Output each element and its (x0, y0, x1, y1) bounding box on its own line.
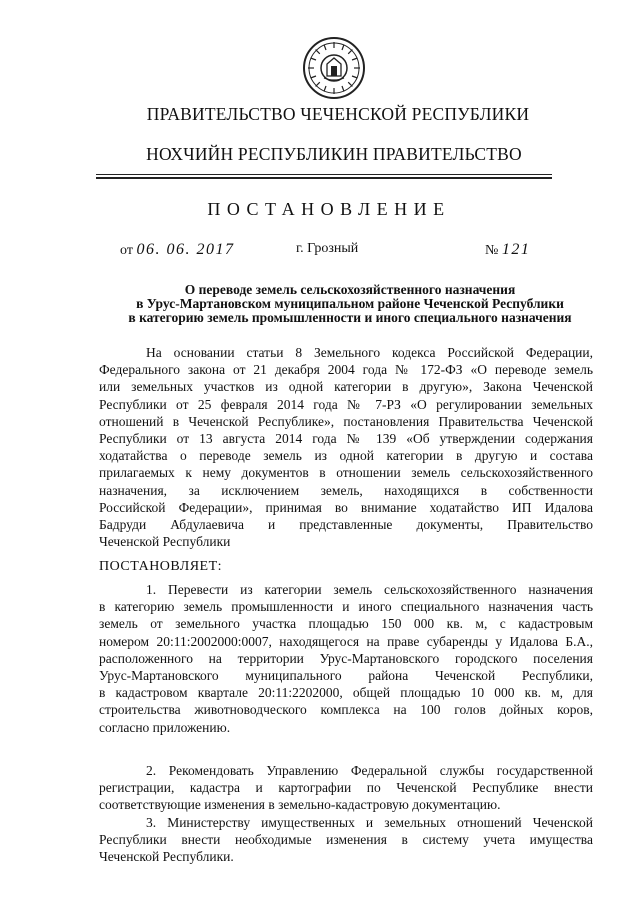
heading-line: О переводе земель сельскохозяйственного назначения (184, 282, 516, 297)
paragraph-line: назначения, за исключением земель, находящихся в собственности (99, 482, 593, 498)
decree-heading (90, 283, 610, 325)
paragraph-line: прилагаемых к нему документов в отношении земель сельскохозяйственного (99, 465, 593, 481)
decides-label: ПОСТАНОВЛЯЕТ: (99, 559, 223, 574)
paragraph-line: Чеченской Республики (99, 534, 231, 550)
item-line: 1. Перевести из категории земель сельскохозяйственного назначения (146, 582, 593, 597)
government-title-chechen: НОХЧИЙН РЕСПУБЛИКИН ПРАВИТЕЛЬСТВО (146, 144, 522, 164)
header-divider-thick (96, 177, 552, 179)
item-line: 3. Министерству имущественных и земельных отношений Чеченской (146, 815, 593, 830)
item-line: номером 20:11:2002000:0007, находящегося на праве субаренды у Идалова Б.А., (99, 633, 593, 649)
date-prefix: от (120, 243, 133, 258)
decree-number (485, 241, 530, 259)
item-line: Чеченской Республики. (99, 849, 234, 865)
number-handwritten: 121 (501, 241, 531, 258)
item-line: 2. Рекомендовать Управлению Федеральной службы государственной (146, 763, 593, 778)
item-line: строительства животноводческого комплекса на 100 голов дойных коров, (99, 702, 593, 718)
item-line: соответствующие изменения в земельно-кадастровую документацию. (99, 797, 501, 813)
item-line: Республики внести необходимые изменения в систему учета имущества (99, 832, 593, 848)
paragraph-line: ходатайства о переводе земель из одной категории в другую и состава (99, 448, 593, 464)
decree-city: г. Грозный (296, 241, 359, 256)
paragraph-line: На основании статьи 8 Земельного кодекса Российской Федерации, (146, 345, 593, 360)
date-handwritten: 06. 06. 2017 (136, 241, 235, 258)
paragraph-line: Бадруди Абдулаевича и представленные документы, Правительство (99, 517, 593, 533)
paragraph-line: или земельных участков из одной категории в другую», Закона Чеченской (99, 379, 593, 395)
paragraph-line: Республики от 25 февраля 2014 года № 7-РЗ «О регулировании земельных (99, 396, 593, 412)
paragraph-line: Российской Федерации», принимая во внимание ходатайство ИП Идалова (99, 499, 593, 515)
decree-item-1 (99, 581, 593, 736)
item-line: в категорию земель промышленности и иного специального назначения часть (99, 599, 593, 615)
header-divider (96, 174, 552, 175)
paragraph-line: Федерального закона от 21 декабря 2004 года № 172-ФЗ «О переводе земель (99, 362, 593, 378)
coat-of-arms-icon (302, 36, 366, 100)
number-prefix: № (485, 243, 499, 258)
item-line: согласно приложению. (99, 719, 231, 735)
item-line: регистрации, кадастра и картографии по Чеченской Республике внести (99, 780, 593, 796)
decree-item-2 (99, 762, 593, 814)
item-line: в кадастровом квартале 20:11:2202000, общей площадью 10 000 кв. м, для (99, 685, 593, 701)
emblem (302, 36, 366, 100)
paragraph-line: отношений в Чеченской Республике», постановления Правительства Чеченской (99, 413, 593, 429)
item-line: Урус-Мартановского муниципального района Чеченской Республики, (99, 668, 593, 684)
paragraph-line: Республики от 13 августа 2014 года № 139 «Об утверждении содержания (99, 431, 593, 447)
document-type-title: ПОСТАНОВЛЕНИЕ (207, 199, 451, 219)
heading-line: в категорию земель промышленности и иного специального назначения (128, 310, 572, 325)
government-title: ПРАВИТЕЛЬСТВО ЧЕЧЕНСКОЙ РЕСПУБЛИКИ (146, 104, 530, 124)
decree-date (120, 241, 234, 259)
heading-line: в Урус-Мартановском муниципальном районе Чеченской Республики (136, 296, 564, 311)
preamble-paragraph (99, 344, 593, 550)
item-line: земель от земельного участка площадью 150 000 кв. м, с кадастровым (99, 616, 593, 632)
decree-item-3 (99, 814, 593, 866)
item-line: расположенного на территории Урус-Мартановского городского поселения (99, 650, 593, 666)
